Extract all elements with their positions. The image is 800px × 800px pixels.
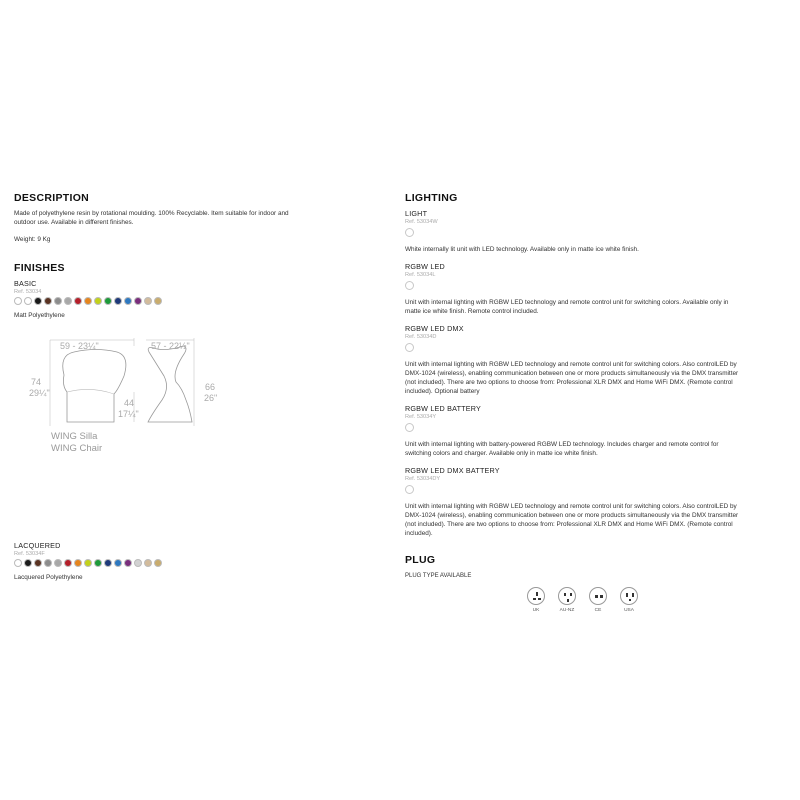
height-cm-label: 74: [31, 377, 42, 387]
lighting-option-description: Unit with internal lighting with RGBW LED technology and remote control unit for switching colors. Also controlLED by DMX-1024 (wireless), enabling communication between one or more products simultaneously via the DMX transmitter (not included). There are two options to choose from: Professional XLR DMX and Home WiFi DMX. (Remote control included). Optional battery: [405, 361, 739, 395]
lighting-option-ref: Ref. 53034D: [405, 334, 437, 340]
plug-type: [619, 587, 639, 613]
plug-type-label: CE: [594, 608, 602, 613]
product-name-es: WING Silla: [51, 431, 98, 442]
lighting-option-label: RGBW LED BATTERY: [405, 404, 482, 413]
lighting-option: [405, 404, 785, 458]
lighting-option-description: Unit with internal lighting with RGBW LED technology and remote control unit for switching colors. Available only in matte ice white finish. Remote control included.: [405, 299, 729, 315]
product-name-en: WING Chair: [51, 443, 103, 454]
basic-swatch-5[interactable]: [54, 297, 62, 305]
plug-socket-icon: [620, 587, 638, 605]
plug-type-label: AU-NZ: [559, 608, 575, 613]
lighting-option-select[interactable]: [405, 343, 414, 352]
basic-swatch-1[interactable]: [14, 297, 22, 305]
lacquered-block: [14, 541, 374, 582]
finishes-heading: FINISHES: [14, 262, 65, 274]
side-depth-label: 57 - 22½": [151, 341, 190, 351]
lighting-option: [405, 324, 785, 396]
lighting-option-select[interactable]: [405, 228, 414, 237]
lacquered-swatch-11[interactable]: [114, 559, 122, 567]
basic-caption: Matt Polyethylene: [14, 312, 65, 319]
lighting-option-ref: Ref. 53034L: [405, 272, 436, 278]
arm-cm-label: 66: [205, 382, 216, 392]
chair-front-view: [63, 350, 126, 423]
basic-label: BASIC: [14, 279, 37, 288]
front-width-label: 59 - 23¼": [60, 341, 99, 351]
lacquered-swatch-7[interactable]: [74, 559, 82, 567]
lacquered-swatch-12[interactable]: [124, 559, 132, 567]
seat-in-label: 17¼": [118, 409, 139, 419]
plug-heading: PLUG: [405, 554, 436, 566]
basic-swatch-9[interactable]: [94, 297, 102, 305]
lighting-option-description: Unit with internal lighting with RGBW LED technology and remote control unit for switching colors. Also controlLED by DMX-1024 (wireless), enabling communication between one or more products simultaneously via the DMX transmitter (not included). There are two options to choose from: Professional XLR DMX and Home WiFi DMX. (Remote control included).: [405, 503, 739, 537]
lacquered-swatch-1[interactable]: [14, 559, 22, 567]
lighting-option-label: LIGHT: [405, 209, 428, 218]
chair-side-view: [148, 346, 192, 422]
plug-subtitle: PLUG TYPE AVAILABLE: [405, 573, 472, 579]
basic-swatch-15[interactable]: [154, 297, 162, 305]
lighting-heading: LIGHTING: [405, 192, 458, 204]
plug-socket-icon: [589, 587, 607, 605]
basic-swatch-14[interactable]: [144, 297, 152, 305]
basic-swatch-3[interactable]: [34, 297, 42, 305]
lacquered-swatch-6[interactable]: [64, 559, 72, 567]
weight-text: Weight: 9 Kg: [14, 236, 51, 243]
basic-swatch-4[interactable]: [44, 297, 52, 305]
lacquered-swatch-3[interactable]: [34, 559, 42, 567]
plug-socket-icon: [527, 587, 545, 605]
lacquered-swatch-14[interactable]: [144, 559, 152, 567]
lighting-option-ref: Ref. 53034DY: [405, 476, 441, 482]
lacquered-color-swatches: [14, 559, 374, 567]
seat-cm-label: 44: [124, 398, 135, 408]
basic-swatch-11[interactable]: [114, 297, 122, 305]
lacquered-caption: Lacquered Polyethylene: [14, 574, 83, 581]
basic-ref: Ref. 53034: [14, 289, 42, 295]
plug-type-label: USA: [624, 608, 634, 613]
basic-swatch-10[interactable]: [104, 297, 112, 305]
lighting-option-label: RGBW LED DMX: [405, 324, 464, 333]
description-heading: DESCRIPTION: [14, 192, 90, 204]
lacquered-swatch-2[interactable]: [24, 559, 32, 567]
lacquered-swatch-8[interactable]: [84, 559, 92, 567]
right-column: [405, 192, 785, 613]
lighting-option-description: Unit with internal lighting with battery-powered RGBW LED technology. Includes charger and remote control for switching colors and charger. Available only in matte ice white finish.: [405, 441, 719, 457]
lacquered-swatch-9[interactable]: [94, 559, 102, 567]
basic-swatch-2[interactable]: [24, 297, 32, 305]
lighting-option-select[interactable]: [405, 281, 414, 290]
lacquered-swatch-4[interactable]: [44, 559, 52, 567]
plug-type: [526, 587, 546, 613]
lacquered-ref: Ref. 53034F: [14, 551, 45, 557]
plug-types: [526, 587, 785, 613]
basic-swatch-8[interactable]: [84, 297, 92, 305]
lacquered-swatch-5[interactable]: [54, 559, 62, 567]
lighting-option-select[interactable]: [405, 423, 414, 432]
plug-type: [557, 587, 577, 613]
basic-swatch-13[interactable]: [134, 297, 142, 305]
lighting-option: [405, 209, 785, 254]
lighting-option-select[interactable]: [405, 485, 414, 494]
chair-dimension-diagram: [14, 330, 218, 460]
lighting-option-description: White internally lit unit with LED technology. Available only in matte ice white finish.: [405, 246, 639, 253]
plug-socket-icon: [558, 587, 576, 605]
lacquered-swatch-13[interactable]: [134, 559, 142, 567]
lighting-option-ref: Ref. 53034Y: [405, 414, 437, 420]
plug-type-label: UK: [532, 608, 540, 613]
lighting-option: [405, 466, 785, 538]
basic-swatch-7[interactable]: [74, 297, 82, 305]
basic-swatch-12[interactable]: [124, 297, 132, 305]
lacquered-swatch-10[interactable]: [104, 559, 112, 567]
lighting-options: [405, 209, 785, 538]
lighting-option: [405, 262, 785, 316]
plug-type: [588, 587, 608, 613]
lacquered-swatch-15[interactable]: [154, 559, 162, 567]
basic-swatch-6[interactable]: [64, 297, 72, 305]
left-column: [14, 192, 374, 460]
description-text: Made of polyethylene resin by rotational moulding. 100% Recyclable. Item suitable for indoor and outdoor use. Available in different finishes.: [14, 210, 289, 226]
arm-in-label: 26": [204, 393, 218, 403]
lighting-option-ref: Ref. 53034W: [405, 219, 438, 225]
height-in-label: 29¼": [29, 388, 50, 398]
basic-color-swatches: [14, 297, 374, 305]
lacquered-label: LACQUERED: [14, 541, 61, 550]
lighting-option-label: RGBW LED DMX BATTERY: [405, 466, 500, 475]
lighting-option-label: RGBW LED: [405, 262, 445, 271]
